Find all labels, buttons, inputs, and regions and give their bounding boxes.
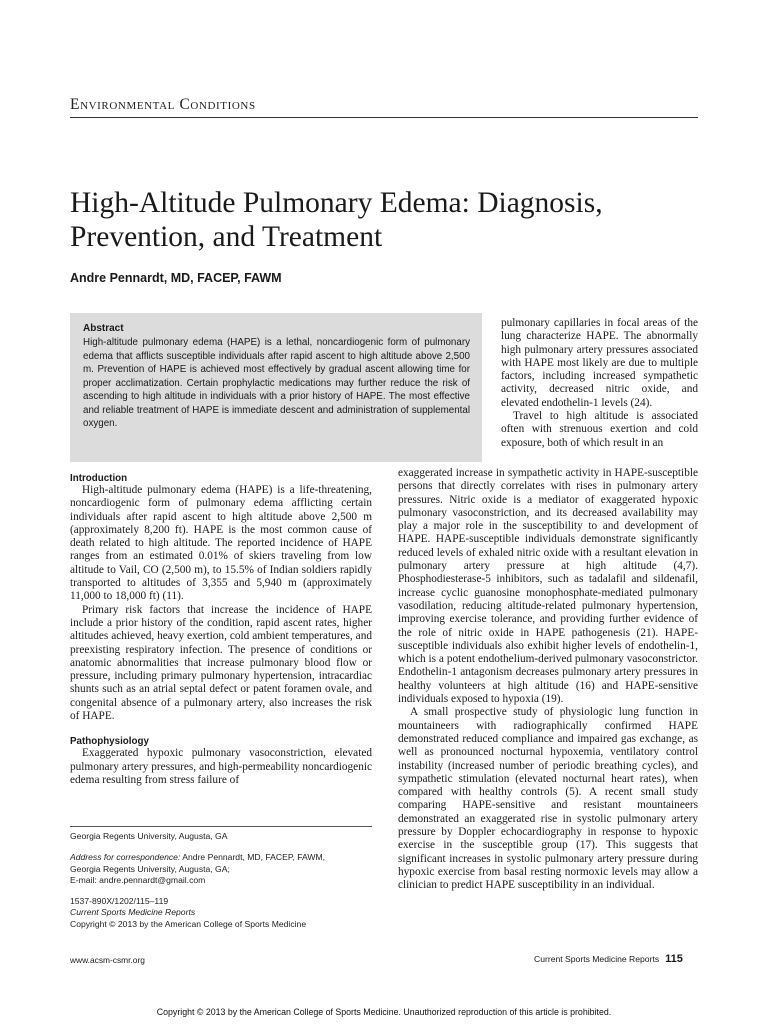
journal-name: Current Sports Medicine Reports — [70, 907, 196, 918]
footer-journal-block — [534, 953, 683, 965]
continuation-paragraph: pulmonary capillaries in focal areas of the lung characterize HAPE. The abnormally high pulmonary artery pressures associated with HAPE most likely are due to multiple factors, including increased sympathetic activity, decreased nitric oxide, and elevated endothelin-1 levels (24). — [501, 317, 698, 409]
correspondence-label: Address for correspondence: — [70, 852, 181, 863]
right-column-main — [398, 467, 698, 893]
patho-paragraph-1: Exaggerated hypoxic pulmonary vasoconstriction, elevated pulmonary artery pressures, and high-permeability noncardiogenic edema resulting from stress failure of — [70, 747, 372, 786]
intro-paragraph-2: Primary risk factors that increase the incidence of HAPE include a prior history of the condition, rapid ascent rates, higher altitudes achieved, heavy exertion, cold ambient temperatures, and preexisting respiratory infection. The presence of conditions or anatomic abnormalities that increase pulmonary blood flow or pressure, including primary pulmonary hypertension, intracardiac shunts such as an atrial septal defect or patent foramen ovale, and congenital absence of a pulmonary artery, also increases the risk of HAPE. — [70, 603, 372, 723]
section-rule — [70, 117, 698, 118]
footer-website: www.acsm-csmr.org — [70, 955, 145, 965]
footer-journal: Current Sports Medicine Reports — [534, 954, 660, 964]
bottom-copyright-notice: Copyright © 2013 by the American College of Sports Medicine. Unauthorized reproduction of this article is prohibited. — [156, 1007, 612, 1017]
email: E-mail: andre.pennardt@gmail.com — [70, 874, 206, 885]
right-column-top — [501, 317, 698, 450]
article-title: High-Altitude Pulmonary Edema: Diagnosis, Prevention, and Treatment — [70, 187, 603, 253]
correspondence-address: Georgia Regents University, Augusta, GA; — [70, 863, 230, 874]
pathophysiology-heading: Pathophysiology — [70, 736, 149, 748]
abstract-text: High-altitude pulmonary edema (HAPE) is a lethal, noncardiogenic form of pulmonary edema that afflicts susceptible individuals after rapid ascent to high altitude above 2,500 m. Prevention of HAPE is achieved most effectively by gradual ascent allowing time for proper acclimatization. Certain prophylactic medications may further reduce the risk of ascending to high altitude in individuals with a prior history of HAPE. The most effective and reliable treatment of HAPE is immediate descent and administration of supplemental oxygen. — [83, 337, 470, 429]
author-line: Andre Pennardt, MD, FACEP, FAWM — [70, 271, 282, 285]
intro-paragraph-1: High-altitude pulmonary edema (HAPE) is a life-threatening, noncardiogenic form of pulmonary edema afflicting certain individuals after rapid ascent to high altitude above 2,500 m (approximately 8,200 ft). HAPE is the most common cause of death related to high altitude. The reported incidence of HAPE ranges from an estimated 0.01% of skiers traveling from low altitude to Vail, CO (2,500 m), to 15.5% of Indian soldiers rapidly transported to altitudes of 3,355 and 5,940 m (approximately 11,000 to 18,000 ft) (11). — [70, 484, 372, 603]
correspondence-name: Andre Pennardt, MD, FACEP, FAWM, — [180, 852, 326, 863]
correspondence-line — [70, 852, 380, 863]
affiliation-block — [70, 831, 380, 930]
travel-paragraph-start: Travel to high altitude is associated often with strenuous exertion and cold exposure, both of which result in an — [501, 410, 698, 449]
left-column — [70, 473, 372, 787]
section-title: Environmental Conditions — [70, 96, 256, 113]
affiliation-rule — [70, 826, 372, 827]
page-number: 115 — [665, 953, 683, 965]
abstract-box — [70, 313, 482, 462]
abstract-heading: Abstract — [83, 323, 124, 334]
doi: 1537-890X/1202/115–119 — [70, 896, 169, 907]
travel-paragraph-rest: exaggerated increase in sympathetic activity in HAPE-susceptible persons that directly correlates with rises in pulmonary artery pressures. Nitric oxide is a mediator of exaggerated hypoxic pulmonary vasoconstriction, and its decreased availability may play a major role in the susceptibility to and development of HAPE. HAPE-susceptible individuals demonstrate significantly reduced levels of exhaled nitric oxide with a resultant elevation in pulmonary artery pressure at high altitude (4,7). Phosphodiesterase-5 inhibitors, such as tadalafil and sildenafil, increase cyclic guanosine monophosphate-mediated pulmonary vasodilation, reducing altitude-related pulmonary hypertension, improving exercise tolerance, and providing further evidence of the role of nitric oxide in HAPE pathogenesis (21). HAPE-susceptible individuals also exhibit higher levels of endothelin-1, which is a potent endothelium-derived pulmonary vasoconstrictor. Endothelin-1 antagonism decreases pulmonary artery pressures in healthy volunteers at high altitude (16) and HAPE-sensitive individuals exposed to hypoxia (19). — [398, 467, 698, 706]
introduction-heading: Introduction — [70, 473, 128, 484]
study-paragraph: A small prospective study of physiologic lung function in mountaineers with radiographically confirmed HAPE demonstrated reduced compliance and impaired gas exchange, as well as pronounced nocturnal hypoxemia, ventilatory control instability (increased number of periodic breathing cycles), and sympathetic stimulation (elevated nocturnal heart rates), when compared with healthy controls (5). A recent small study comparing HAPE-sensitive and resistant mountaineers demonstrated an exaggerated rise in systolic pulmonary artery pressure by Doppler echocardiography in response to hypoxic exercise in the susceptible group (17). This suggests that significant increases in systolic pulmonary artery pressure during hypoxic exercise from basal resting normoxic levels may allow a clinician to predict HAPE susceptibility in an individual. — [398, 706, 698, 892]
copyright-line: Copyright © 2013 by the American College of Sports Medicine — [70, 918, 307, 929]
institution: Georgia Regents University, Augusta, GA — [70, 831, 228, 841]
